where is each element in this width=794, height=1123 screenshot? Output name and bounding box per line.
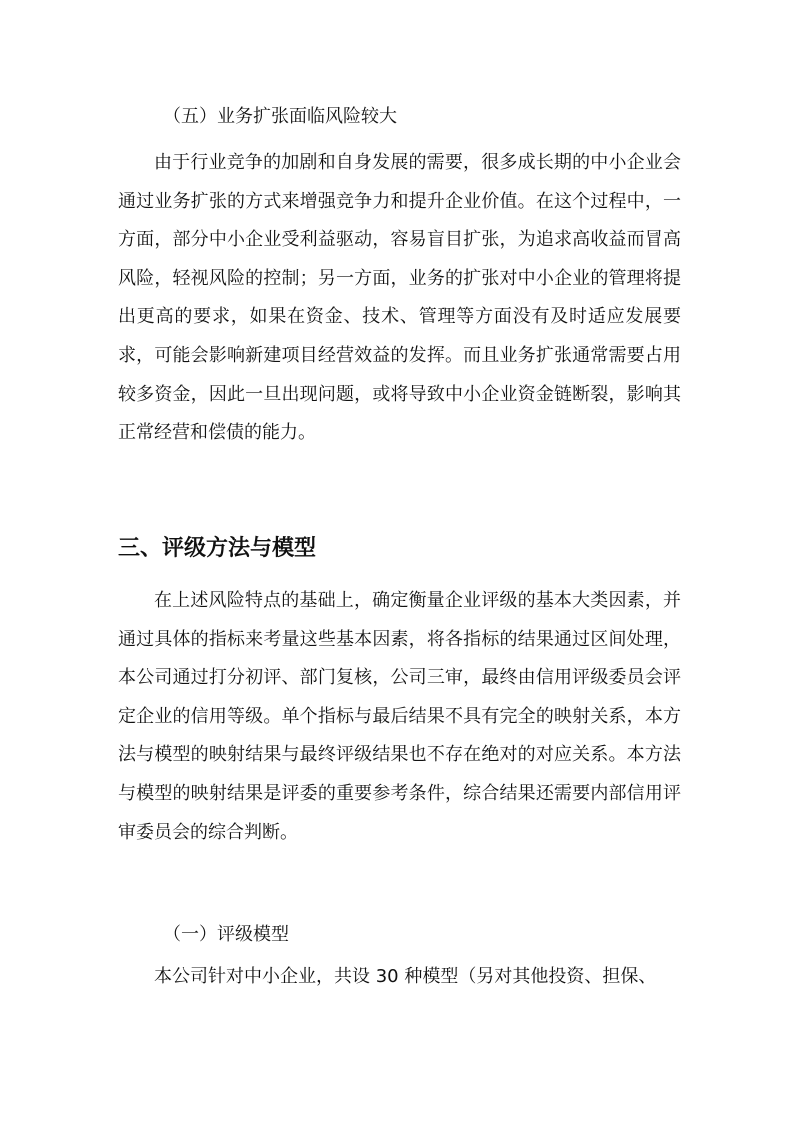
paragraph-rating-model: 本公司针对中小企业，共设 30 种模型（另对其他投资、担保、 <box>154 966 657 987</box>
subsection-heading-five: （五）业务扩张面临风险较大 <box>163 106 397 127</box>
subsection-heading-rating-model: （一）评级模型 <box>163 924 289 945</box>
section-heading-rating-methods: 三、评级方法与模型 <box>118 536 317 561</box>
paragraph-business-expansion-risk: 由于行业竞争的加剧和自身发展的需要，很多成长期的中小企业会通过业务扩张的方式来增强竞争力和提升企业价值。在这个过程中，一方面，部分中小企业受利益驱动，容易盲目扩张，为追求高收益而冒高风险，轻视风险的控制；另一方面，业务的扩张对中小企业的管理将提出更高的要求，如果在资金、技术、管理等方面没有及时适应发展要求，可能会影响新建项目经营效益的发挥。而且业务扩张通常需要占用较多资金，因此一旦出现问题，或将导致中小企业资金链断裂，影响其正常经营和偿债的能力。 <box>118 152 681 444</box>
paragraph-rating-methods: 在上述风险特点的基础上，确定衡量企业评级的基本大类因素，并通过具体的指标来考量这些基本因素，将各指标的结果通过区间处理，本公司通过打分初评、部门复核，公司三审，最终由信用评级委员会评定企业的信用等级。单个指标与最后结果不具有完全的映射关系，本方法与模型的映射结果与最终评级结果也不存在绝对的对应关系。本方法与模型的映射结果是评委的重要参考条件，综合结果还需要内部信用评审委员会的综合判断。 <box>118 590 681 843</box>
